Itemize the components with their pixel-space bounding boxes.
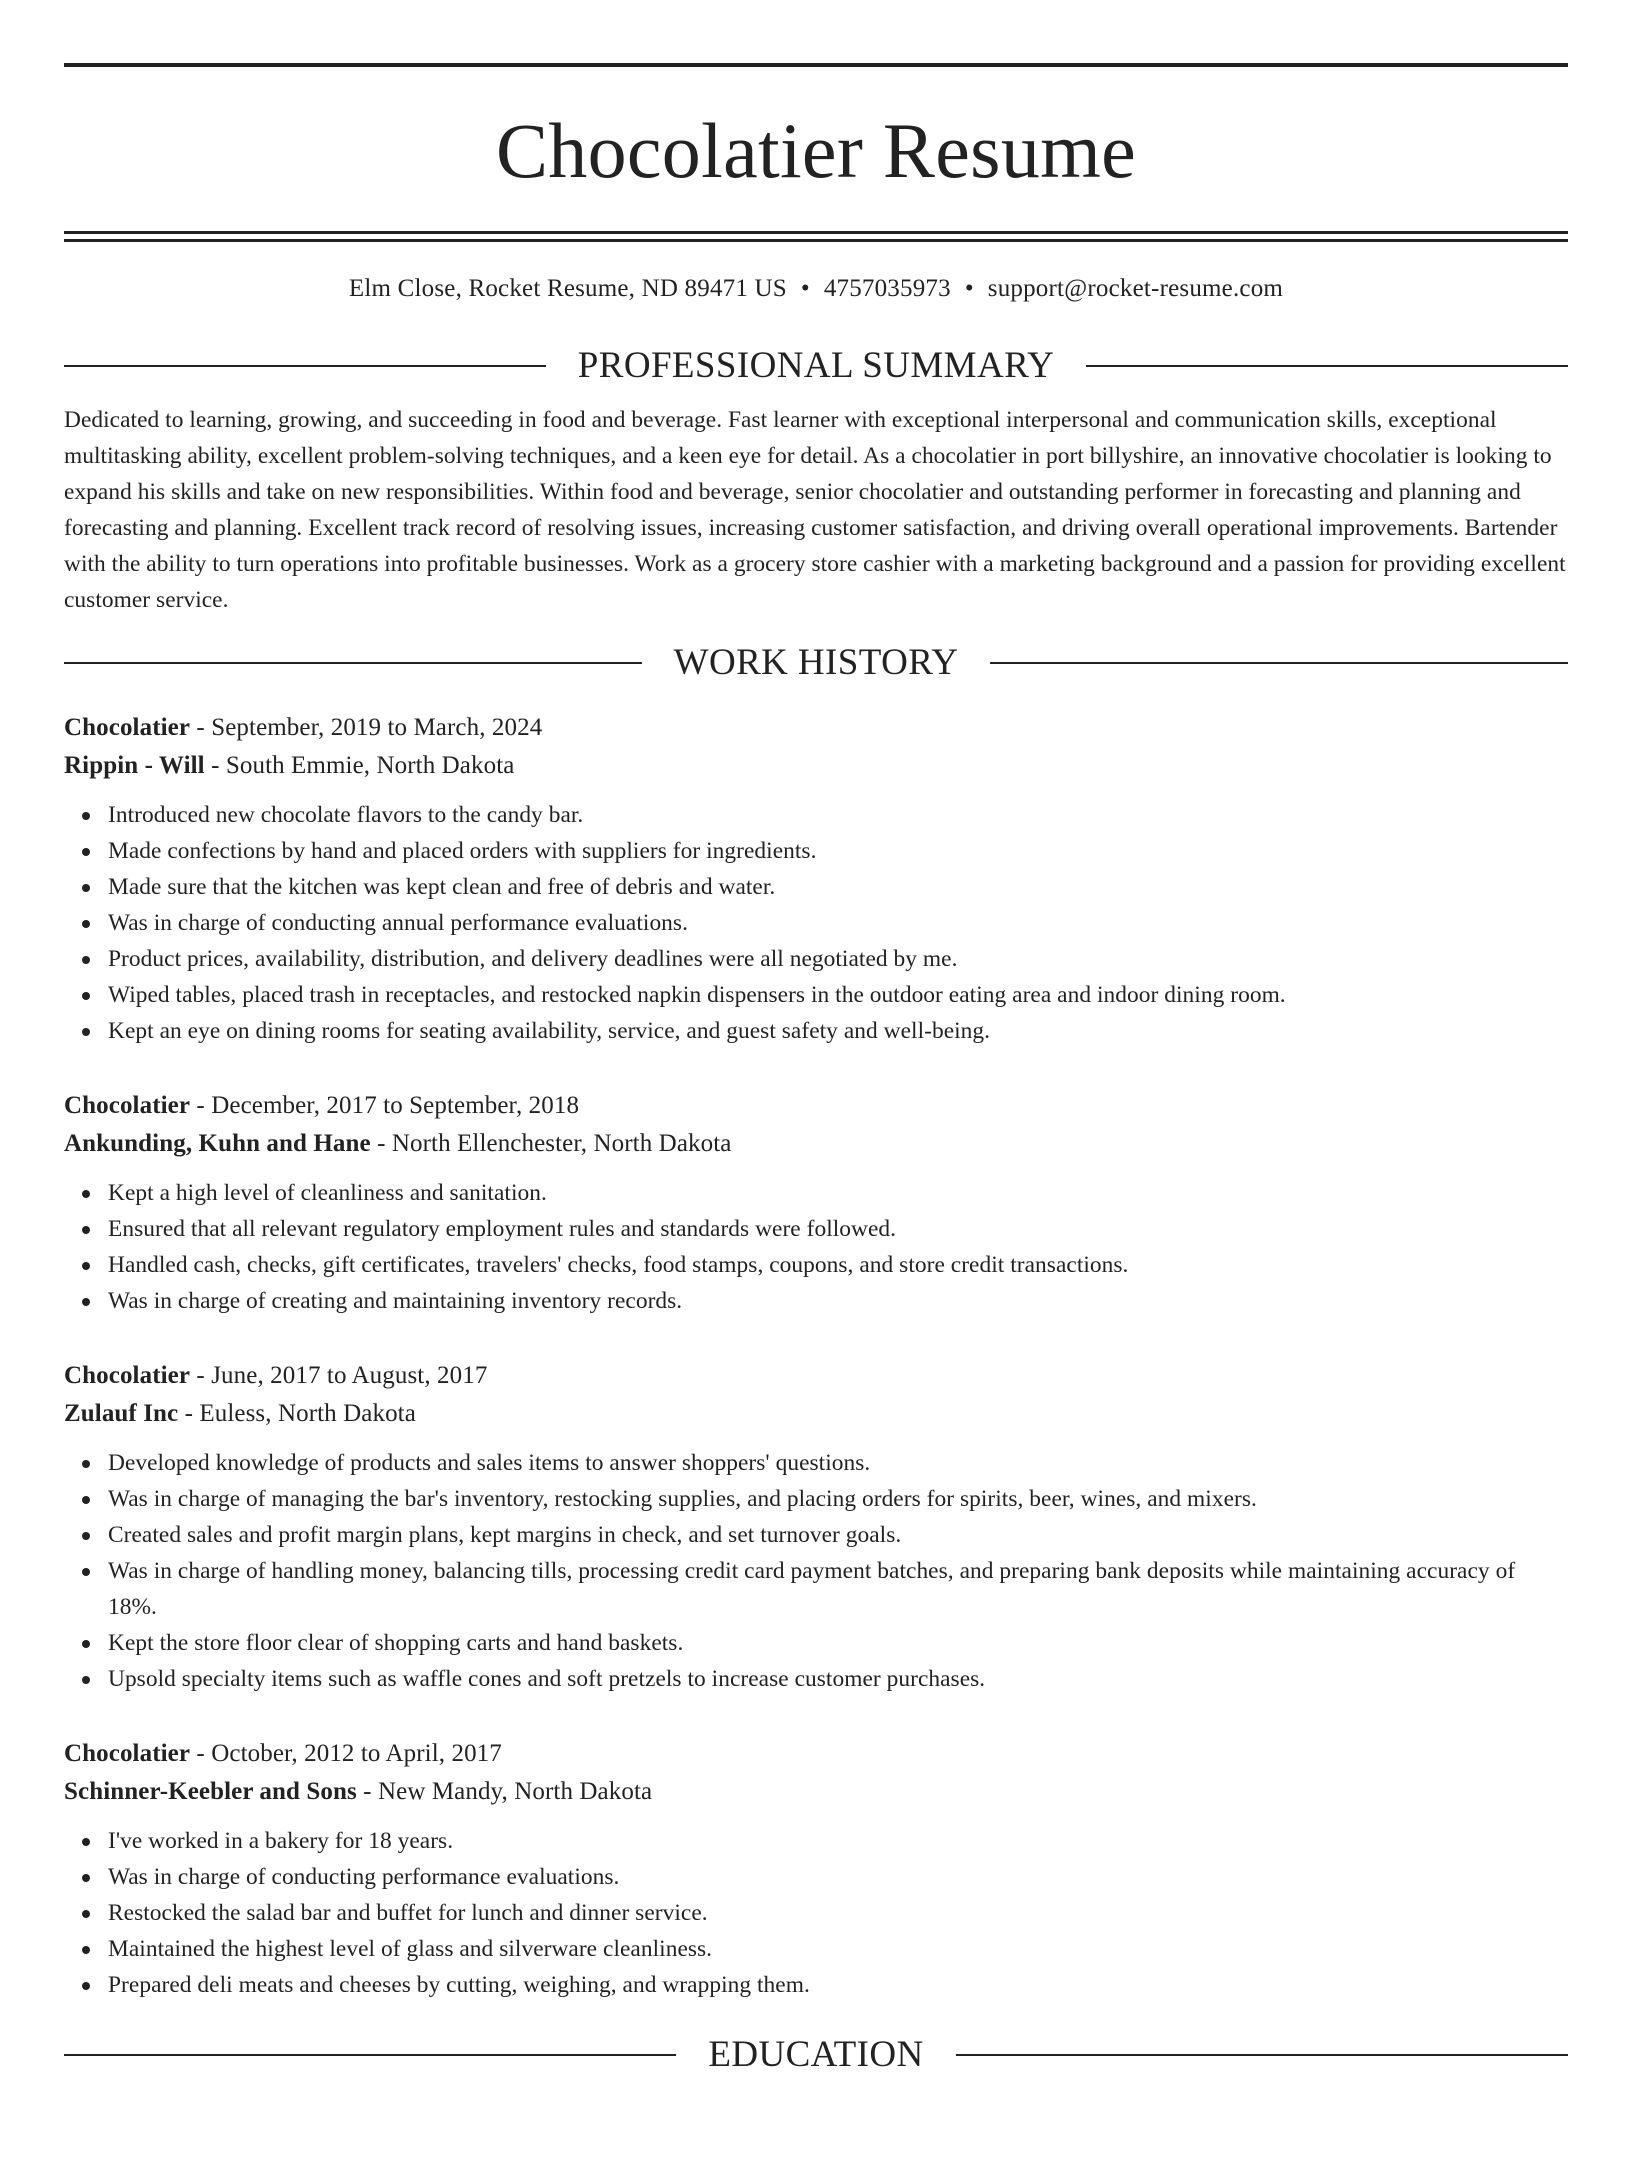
bullet-item: Developed knowledge of products and sales items to answer shoppers' questions. bbox=[64, 1445, 1568, 1481]
section-heading-work-history bbox=[64, 641, 1568, 685]
contact-separator: • bbox=[964, 275, 974, 302]
dash: - bbox=[370, 1130, 392, 1158]
job-company: Schinner-Keebler and Sons bbox=[64, 1778, 357, 1806]
dash: - bbox=[190, 1362, 212, 1390]
bullet-item: Product prices, availability, distribution, and delivery deadlines were all negotiated by me. bbox=[64, 941, 1568, 977]
job-bullets bbox=[64, 1445, 1568, 1697]
section-title: EDUCATION bbox=[708, 2034, 924, 2076]
bullet-item: I've worked in a bakery for 18 years. bbox=[64, 1823, 1568, 1859]
job-title-line bbox=[64, 709, 1568, 747]
dash: - bbox=[356, 1778, 378, 1806]
bullet-item: Was in charge of managing the bar's inventory, restocking supplies, and placing orders for spirits, beer, wines, and mixers. bbox=[64, 1481, 1568, 1517]
section-heading-education bbox=[64, 2033, 1568, 2077]
bullet-item: Made sure that the kitchen was kept clean and free of debris and water. bbox=[64, 869, 1568, 905]
job-bullets bbox=[64, 797, 1568, 1049]
job-location: South Emmie, North Dakota bbox=[225, 752, 515, 780]
job-entry bbox=[64, 1357, 1568, 1697]
resume-page bbox=[0, 63, 1632, 2175]
job-dates: June, 2017 to August, 2017 bbox=[211, 1362, 488, 1390]
heading-rule-left bbox=[64, 2054, 676, 2056]
job-title-line bbox=[64, 1357, 1568, 1395]
job-company: Rippin - Will bbox=[64, 752, 205, 780]
job-entry bbox=[64, 1087, 1568, 1319]
summary-paragraph: Dedicated to learning, growing, and succeeding in food and beverage. Fast learner with exceptional interpersonal and communication skills, exceptional multitasking ability, excellent problem-solving techniques, and a keen eye for detail. As a chocolatier in port billyshire, an innovative chocolatier is looking to expand his skills and take on new responsibilities. Within food and beverage, senior chocolatier and outstanding performer in forecasting and planning and forecasting and planning. Excellent track record of resolving issues, increasing customer satisfaction, and driving overall operational improvements. Bartender with the ability to turn operations into profitable businesses. Work as a grocery store cashier with a marketing background and a passion for providing excellent customer service. bbox=[64, 407, 1566, 613]
heading-rule-right bbox=[956, 2054, 1568, 2056]
contact-separator: • bbox=[800, 275, 810, 302]
resume-title: Chocolatier Resume bbox=[495, 107, 1137, 194]
bullet-item: Kept a high level of cleanliness and sanitation. bbox=[64, 1175, 1568, 1211]
bullet-item: Maintained the highest level of glass and silverware cleanliness. bbox=[64, 1931, 1568, 1967]
job-company-line bbox=[64, 1395, 1568, 1433]
bullet-item: Prepared deli meats and cheeses by cutting, weighing, and wrapping them. bbox=[64, 1967, 1568, 2003]
job-location: Euless, North Dakota bbox=[199, 1400, 416, 1428]
job-title-line bbox=[64, 1735, 1568, 1773]
bullet-item: Ensured that all relevant regulatory employment rules and standards were followed. bbox=[64, 1211, 1568, 1247]
job-company: Ankunding, Kuhn and Hane bbox=[64, 1130, 371, 1158]
top-rule bbox=[64, 63, 1568, 67]
contact-line bbox=[64, 272, 1568, 306]
bullet-item: Wiped tables, placed trash in receptacles, and restocked napkin dispensers in the outdoor eating area and indoor dining room. bbox=[64, 977, 1568, 1013]
dash: - bbox=[190, 1740, 212, 1768]
bullet-item: Made confections by hand and placed orders with suppliers for ingredients. bbox=[64, 833, 1568, 869]
job-company: Zulauf Inc bbox=[64, 1400, 179, 1428]
bullet-item: Upsold specialty items such as waffle cones and soft pretzels to increase customer purchases. bbox=[64, 1661, 1568, 1697]
job-dates: October, 2012 to April, 2017 bbox=[211, 1740, 502, 1768]
heading-rule-right bbox=[1086, 365, 1568, 367]
dash: - bbox=[178, 1400, 200, 1428]
section-title: PROFESSIONAL SUMMARY bbox=[577, 345, 1055, 386]
job-entry bbox=[64, 709, 1568, 1049]
bullet-item: Was in charge of conducting annual performance evaluations. bbox=[64, 905, 1568, 941]
bullet-item: Was in charge of handling money, balancing tills, processing credit card payment batches, and preparing bank deposits while maintaining accuracy of 18%. bbox=[64, 1553, 1568, 1625]
heading-rule-left bbox=[64, 365, 546, 367]
bullet-item: Was in charge of creating and maintaining inventory records. bbox=[64, 1283, 1568, 1319]
job-location: New Mandy, North Dakota bbox=[377, 1778, 653, 1806]
heading-rule-right bbox=[990, 662, 1568, 664]
title-double-rule bbox=[64, 231, 1568, 242]
job-bullets bbox=[64, 1175, 1568, 1319]
job-title: Chocolatier bbox=[64, 1092, 191, 1120]
heading-rule-left bbox=[64, 662, 642, 664]
job-company-line bbox=[64, 747, 1568, 785]
dash: - bbox=[204, 752, 226, 780]
dash: - bbox=[190, 714, 212, 742]
dash: - bbox=[190, 1092, 212, 1120]
contact-email: support@rocket-resume.com bbox=[987, 275, 1284, 302]
jobs-list bbox=[64, 709, 1568, 2003]
section-title: WORK HISTORY bbox=[673, 642, 959, 684]
bullet-item: Created sales and profit margin plans, kept margins in check, and set turnover goals. bbox=[64, 1517, 1568, 1553]
bullet-item: Was in charge of conducting performance evaluations. bbox=[64, 1859, 1568, 1895]
bullet-item: Introduced new chocolate flavors to the candy bar. bbox=[64, 797, 1568, 833]
job-title-line bbox=[64, 1087, 1568, 1125]
job-entry bbox=[64, 1735, 1568, 2003]
contact-phone: 4757035973 bbox=[823, 275, 951, 302]
bullet-item: Restocked the salad bar and buffet for lunch and dinner service. bbox=[64, 1895, 1568, 1931]
bullet-item: Handled cash, checks, gift certificates, travelers' checks, food stamps, coupons, and store credit transactions. bbox=[64, 1247, 1568, 1283]
section-heading-summary bbox=[64, 344, 1568, 388]
job-location: North Ellenchester, North Dakota bbox=[391, 1130, 732, 1158]
job-title: Chocolatier bbox=[64, 1740, 191, 1768]
job-title: Chocolatier bbox=[64, 714, 191, 742]
contact-address: Elm Close, Rocket Resume, ND 89471 US bbox=[348, 275, 787, 302]
bullet-item: Kept an eye on dining rooms for seating availability, service, and guest safety and well-being. bbox=[64, 1013, 1568, 1049]
bullet-item: Kept the store floor clear of shopping carts and hand baskets. bbox=[64, 1625, 1568, 1661]
job-company-line bbox=[64, 1125, 1568, 1163]
job-title: Chocolatier bbox=[64, 1362, 191, 1390]
job-company-line bbox=[64, 1773, 1568, 1811]
job-dates: December, 2017 to September, 2018 bbox=[211, 1092, 580, 1120]
job-dates: September, 2019 to March, 2024 bbox=[211, 714, 543, 742]
job-bullets bbox=[64, 1823, 1568, 2003]
